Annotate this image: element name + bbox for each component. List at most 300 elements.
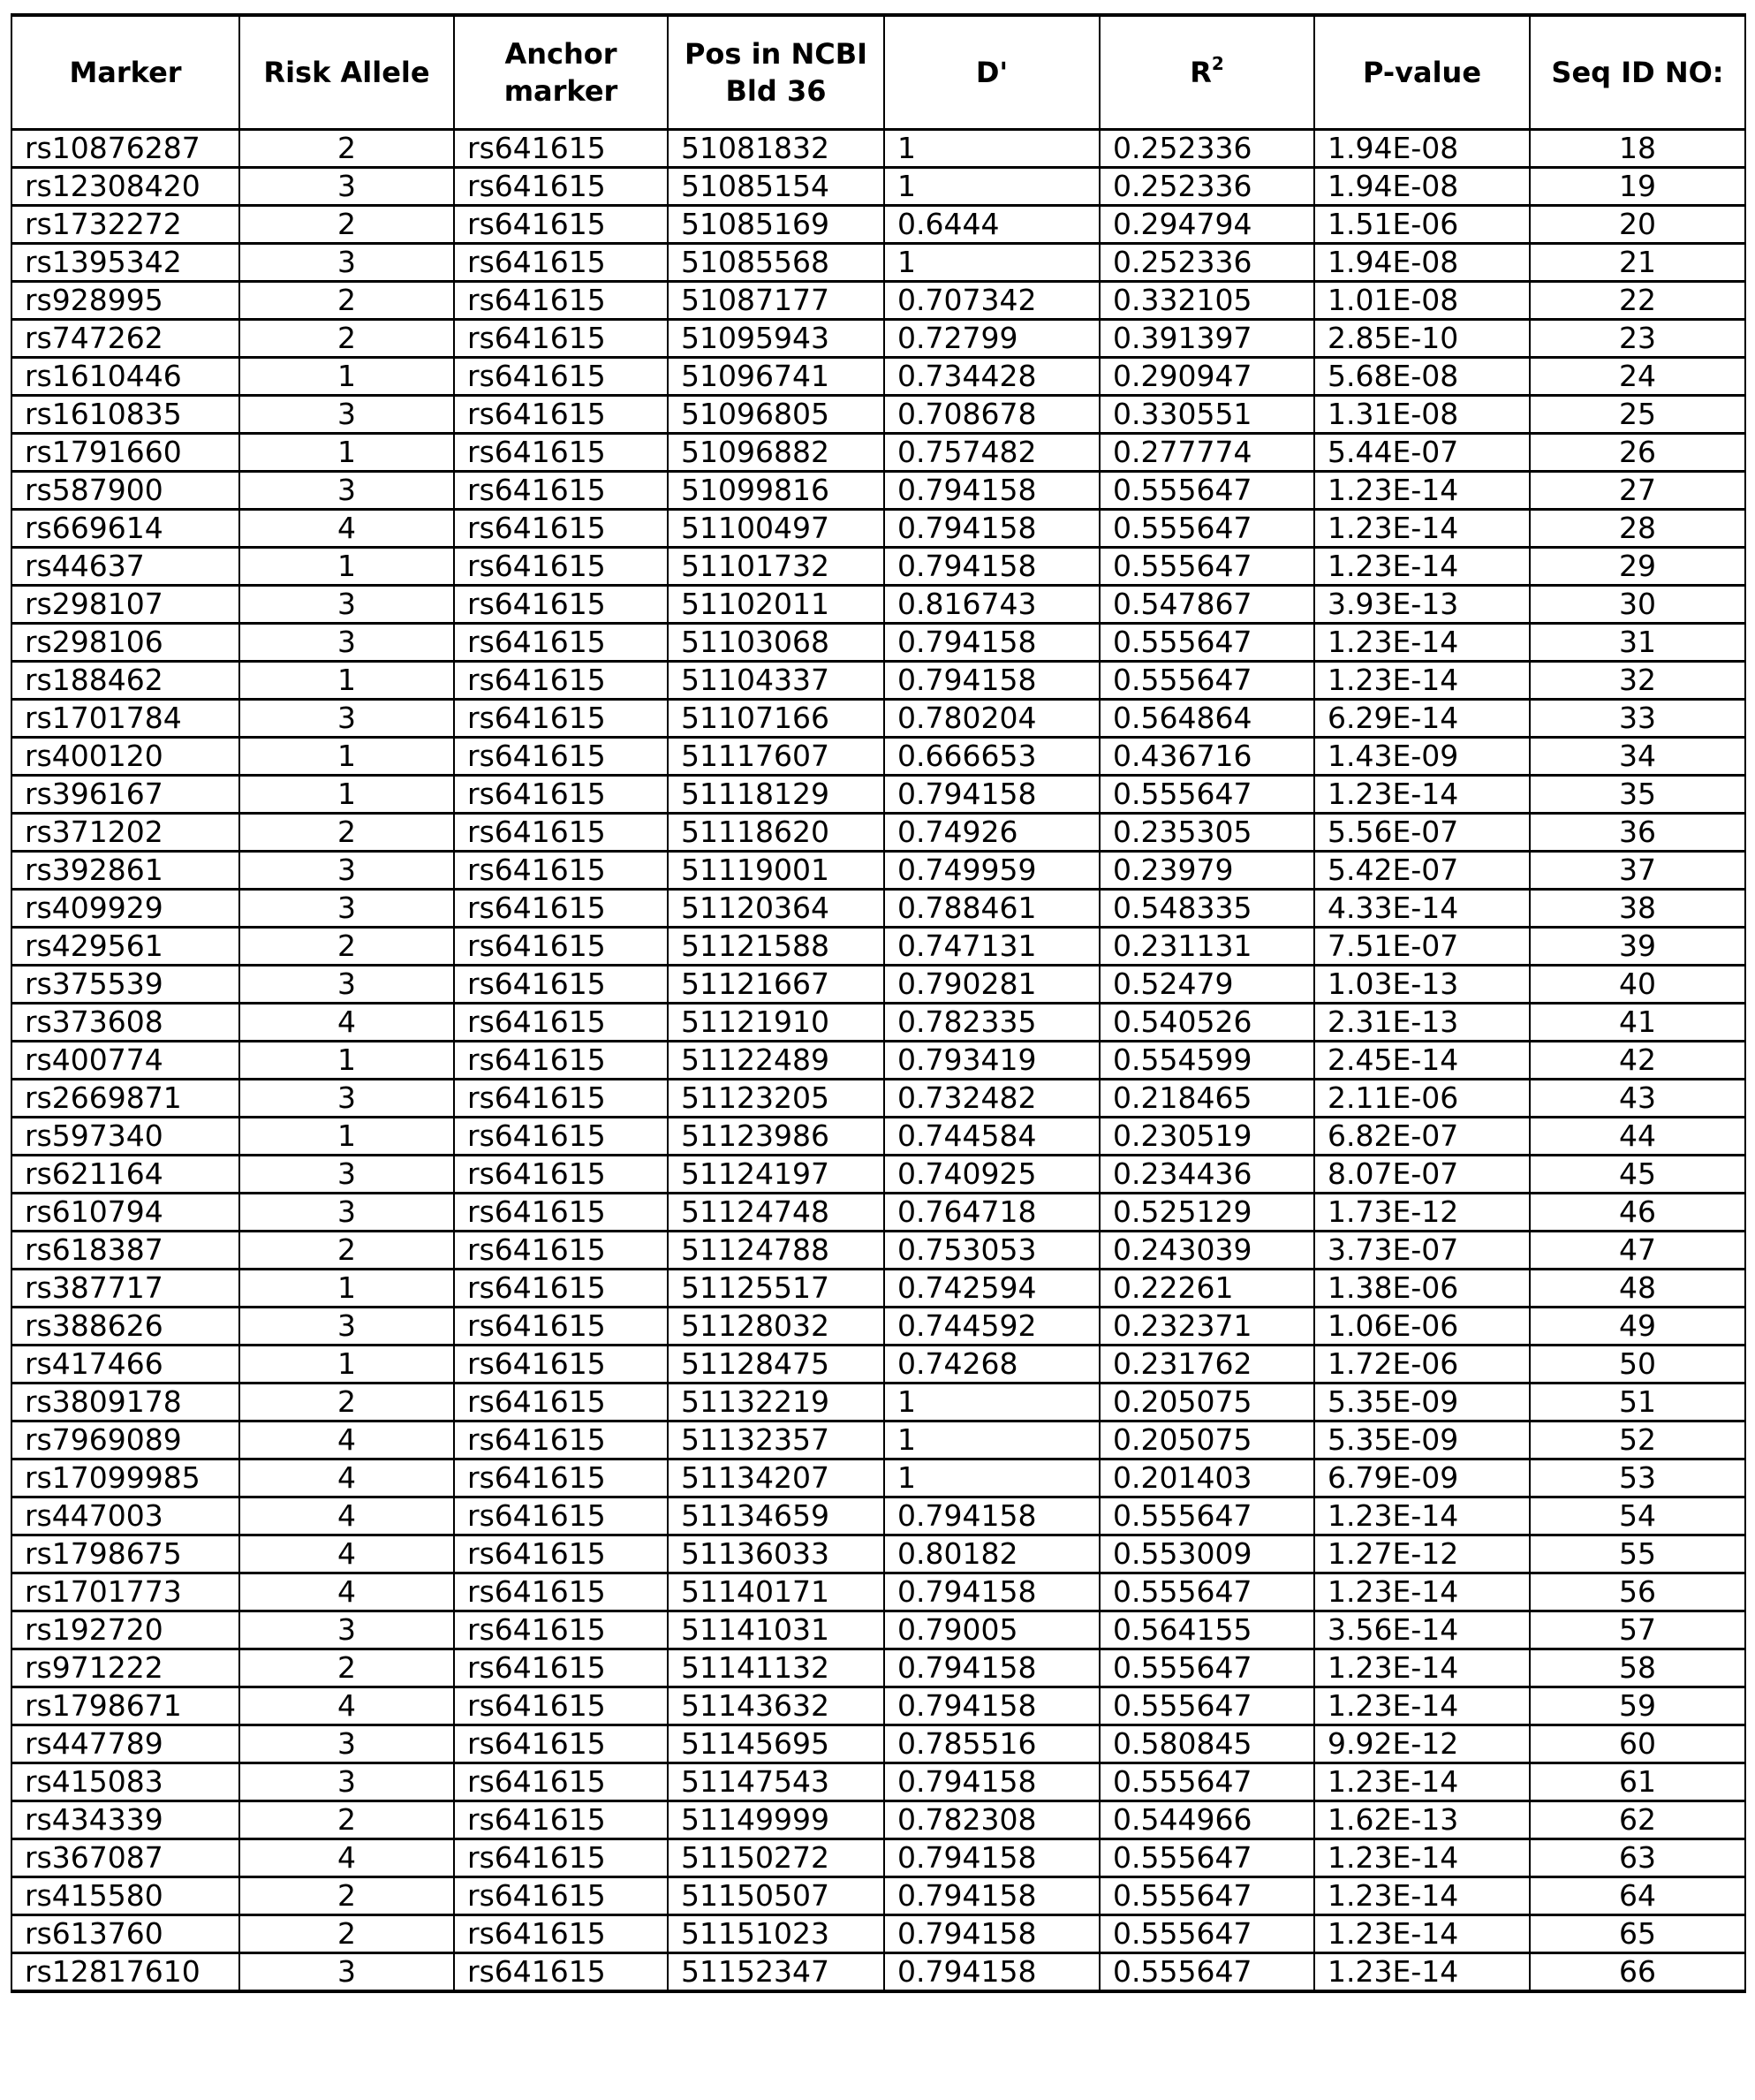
- cell-p-value: 1.31E-08: [1314, 396, 1530, 434]
- cell-r-squared: 0.555647: [1100, 662, 1314, 700]
- cell-marker: rs367087: [11, 1839, 239, 1877]
- cell-p-value: 1.23E-14: [1314, 1953, 1530, 1992]
- cell-seq-id: 65: [1530, 1915, 1745, 1953]
- table-row: [11, 1573, 1745, 1611]
- cell-p-value: 1.94E-08: [1314, 168, 1530, 206]
- cell-risk-allele: 4: [239, 1497, 454, 1535]
- cell-anchor-marker: rs641615: [454, 130, 668, 168]
- cell-d-prime: 0.794158: [884, 1953, 1100, 1992]
- table-row: [11, 1535, 1745, 1573]
- cell-p-value: 1.23E-14: [1314, 776, 1530, 814]
- cell-seq-id: 37: [1530, 852, 1745, 890]
- cell-anchor-marker: rs641615: [454, 1232, 668, 1270]
- cell-seq-id: 43: [1530, 1080, 1745, 1118]
- cell-position: 51120364: [668, 890, 884, 928]
- cell-position: 51128475: [668, 1346, 884, 1384]
- cell-r-squared: 0.231131: [1100, 928, 1314, 966]
- table-row: [11, 1649, 1745, 1687]
- cell-seq-id: 41: [1530, 1004, 1745, 1042]
- cell-r-squared: 0.555647: [1100, 1687, 1314, 1725]
- cell-p-value: 1.94E-08: [1314, 244, 1530, 282]
- cell-anchor-marker: rs641615: [454, 434, 668, 472]
- cell-position: 51087177: [668, 282, 884, 320]
- cell-anchor-marker: rs641615: [454, 738, 668, 776]
- cell-p-value: 9.92E-12: [1314, 1725, 1530, 1763]
- cell-anchor-marker: rs641615: [454, 966, 668, 1004]
- cell-r-squared: 0.555647: [1100, 1915, 1314, 1953]
- cell-r-squared: 0.555647: [1100, 1839, 1314, 1877]
- cell-d-prime: 0.794158: [884, 548, 1100, 586]
- cell-marker: rs298107: [11, 586, 239, 624]
- table-row: [11, 586, 1745, 624]
- cell-p-value: 1.23E-14: [1314, 1687, 1530, 1725]
- cell-risk-allele: 1: [239, 548, 454, 586]
- cell-marker: rs3809178: [11, 1384, 239, 1421]
- cell-marker: rs417466: [11, 1346, 239, 1384]
- table-row: [11, 206, 1745, 244]
- cell-seq-id: 54: [1530, 1497, 1745, 1535]
- cell-marker: rs971222: [11, 1649, 239, 1687]
- cell-r-squared: 0.205075: [1100, 1384, 1314, 1421]
- cell-risk-allele: 1: [239, 1042, 454, 1080]
- cell-d-prime: 0.744584: [884, 1118, 1100, 1156]
- cell-risk-allele: 4: [239, 1573, 454, 1611]
- cell-r-squared: 0.564155: [1100, 1611, 1314, 1649]
- table-row: [11, 1308, 1745, 1346]
- cell-seq-id: 47: [1530, 1232, 1745, 1270]
- cell-d-prime: 0.740925: [884, 1156, 1100, 1194]
- cell-position: 51122489: [668, 1042, 884, 1080]
- cell-risk-allele: 4: [239, 1459, 454, 1497]
- table-row: [11, 1497, 1745, 1535]
- cell-p-value: 3.93E-13: [1314, 586, 1530, 624]
- cell-r-squared: 0.243039: [1100, 1232, 1314, 1270]
- cell-anchor-marker: rs641615: [454, 244, 668, 282]
- cell-p-value: 1.23E-14: [1314, 1649, 1530, 1687]
- cell-risk-allele: 2: [239, 206, 454, 244]
- table-row: [11, 1118, 1745, 1156]
- header-row: [11, 15, 1745, 130]
- cell-r-squared: 0.555647: [1100, 510, 1314, 548]
- cell-r-squared: 0.277774: [1100, 434, 1314, 472]
- cell-seq-id: 36: [1530, 814, 1745, 852]
- cell-risk-allele: 3: [239, 852, 454, 890]
- cell-anchor-marker: rs641615: [454, 1953, 668, 1992]
- cell-anchor-marker: rs641615: [454, 662, 668, 700]
- cell-anchor-marker: rs641615: [454, 1611, 668, 1649]
- cell-anchor-marker: rs641615: [454, 1421, 668, 1459]
- cell-marker: rs1798675: [11, 1535, 239, 1573]
- cell-p-value: 5.68E-08: [1314, 358, 1530, 396]
- cell-p-value: 5.44E-07: [1314, 434, 1530, 472]
- cell-marker: rs409929: [11, 890, 239, 928]
- cell-anchor-marker: rs641615: [454, 1459, 668, 1497]
- table-row: [11, 396, 1745, 434]
- cell-position: 51134659: [668, 1497, 884, 1535]
- cell-seq-id: 64: [1530, 1877, 1745, 1915]
- cell-r-squared: 0.547867: [1100, 586, 1314, 624]
- cell-marker: rs429561: [11, 928, 239, 966]
- cell-marker: rs192720: [11, 1611, 239, 1649]
- cell-anchor-marker: rs641615: [454, 510, 668, 548]
- cell-d-prime: 0.790281: [884, 966, 1100, 1004]
- cell-position: 51141031: [668, 1611, 884, 1649]
- cell-risk-allele: 1: [239, 1118, 454, 1156]
- table-header: [11, 15, 1745, 130]
- cell-d-prime: 0.747131: [884, 928, 1100, 966]
- cell-risk-allele: 4: [239, 1687, 454, 1725]
- cell-anchor-marker: rs641615: [454, 1346, 668, 1384]
- cell-seq-id: 21: [1530, 244, 1745, 282]
- cell-risk-allele: 1: [239, 776, 454, 814]
- cell-seq-id: 33: [1530, 700, 1745, 738]
- cell-p-value: 2.45E-14: [1314, 1042, 1530, 1080]
- cell-marker: rs387717: [11, 1270, 239, 1308]
- cell-p-value: 1.94E-08: [1314, 130, 1530, 168]
- table-row: [11, 1459, 1745, 1497]
- cell-d-prime: 1: [884, 1459, 1100, 1497]
- cell-marker: rs188462: [11, 662, 239, 700]
- cell-seq-id: 18: [1530, 130, 1745, 168]
- cell-marker: rs10876287: [11, 130, 239, 168]
- cell-d-prime: 0.794158: [884, 1687, 1100, 1725]
- table-row: [11, 1763, 1745, 1801]
- cell-position: 51095943: [668, 320, 884, 358]
- cell-d-prime: 0.732482: [884, 1080, 1100, 1118]
- table-row: [11, 1421, 1745, 1459]
- cell-marker: rs375539: [11, 966, 239, 1004]
- cell-p-value: 1.23E-14: [1314, 1877, 1530, 1915]
- cell-anchor-marker: rs641615: [454, 890, 668, 928]
- cell-risk-allele: 3: [239, 1763, 454, 1801]
- cell-marker: rs12817610: [11, 1953, 239, 1992]
- table-row: [11, 1877, 1745, 1915]
- table-row: [11, 1801, 1745, 1839]
- table-row: [11, 282, 1745, 320]
- table-row: [11, 130, 1745, 168]
- cell-r-squared: 0.555647: [1100, 776, 1314, 814]
- cell-position: 51123986: [668, 1118, 884, 1156]
- cell-anchor-marker: rs641615: [454, 1573, 668, 1611]
- cell-seq-id: 56: [1530, 1573, 1745, 1611]
- table-row: [11, 1156, 1745, 1194]
- cell-marker: rs1395342: [11, 244, 239, 282]
- cell-r-squared: 0.555647: [1100, 1649, 1314, 1687]
- cell-position: 51103068: [668, 624, 884, 662]
- cell-seq-id: 34: [1530, 738, 1745, 776]
- cell-position: 51145695: [668, 1725, 884, 1763]
- cell-risk-allele: 3: [239, 1194, 454, 1232]
- cell-seq-id: 58: [1530, 1649, 1745, 1687]
- cell-p-value: 1.51E-06: [1314, 206, 1530, 244]
- cell-d-prime: 0.782308: [884, 1801, 1100, 1839]
- cell-p-value: 1.23E-14: [1314, 472, 1530, 510]
- cell-position: 51107166: [668, 700, 884, 738]
- cell-seq-id: 45: [1530, 1156, 1745, 1194]
- table-body: [11, 130, 1745, 1992]
- cell-marker: rs613760: [11, 1915, 239, 1953]
- cell-p-value: 1.01E-08: [1314, 282, 1530, 320]
- cell-marker: rs7969089: [11, 1421, 239, 1459]
- cell-risk-allele: 2: [239, 130, 454, 168]
- cell-d-prime: 0.744592: [884, 1308, 1100, 1346]
- cell-risk-allele: 2: [239, 282, 454, 320]
- table-row: [11, 244, 1745, 282]
- cell-d-prime: 1: [884, 1421, 1100, 1459]
- cell-d-prime: 1: [884, 168, 1100, 206]
- cell-seq-id: 25: [1530, 396, 1745, 434]
- cell-marker: rs44637: [11, 548, 239, 586]
- cell-anchor-marker: rs641615: [454, 1839, 668, 1877]
- cell-marker: rs12308420: [11, 168, 239, 206]
- cell-r-squared: 0.22261: [1100, 1270, 1314, 1308]
- cell-d-prime: 0.764718: [884, 1194, 1100, 1232]
- cell-p-value: 5.56E-07: [1314, 814, 1530, 852]
- cell-marker: rs597340: [11, 1118, 239, 1156]
- cell-seq-id: 62: [1530, 1801, 1745, 1839]
- cell-p-value: 1.23E-14: [1314, 1497, 1530, 1535]
- cell-marker: rs1701773: [11, 1573, 239, 1611]
- cell-seq-id: 20: [1530, 206, 1745, 244]
- cell-seq-id: 52: [1530, 1421, 1745, 1459]
- cell-position: 51118620: [668, 814, 884, 852]
- cell-position: 51085154: [668, 168, 884, 206]
- cell-risk-allele: 2: [239, 320, 454, 358]
- cell-position: 51102011: [668, 586, 884, 624]
- header-d-prime: D': [884, 15, 1100, 130]
- cell-position: 51152347: [668, 1953, 884, 1992]
- cell-position: 51134207: [668, 1459, 884, 1497]
- header-p-value: P-value: [1314, 15, 1530, 130]
- cell-p-value: 2.31E-13: [1314, 1004, 1530, 1042]
- cell-d-prime: 0.742594: [884, 1270, 1100, 1308]
- cell-marker: rs1610446: [11, 358, 239, 396]
- cell-r-squared: 0.540526: [1100, 1004, 1314, 1042]
- cell-position: 51121588: [668, 928, 884, 966]
- cell-risk-allele: 4: [239, 1839, 454, 1877]
- cell-marker: rs618387: [11, 1232, 239, 1270]
- cell-risk-allele: 4: [239, 1004, 454, 1042]
- cell-r-squared: 0.231762: [1100, 1346, 1314, 1384]
- cell-risk-allele: 2: [239, 814, 454, 852]
- cell-r-squared: 0.235305: [1100, 814, 1314, 852]
- cell-d-prime: 0.794158: [884, 624, 1100, 662]
- cell-d-prime: 0.794158: [884, 472, 1100, 510]
- cell-risk-allele: 3: [239, 168, 454, 206]
- table-row: [11, 358, 1745, 396]
- cell-position: 51141132: [668, 1649, 884, 1687]
- cell-seq-id: 35: [1530, 776, 1745, 814]
- cell-d-prime: 0.72799: [884, 320, 1100, 358]
- table-row: [11, 1042, 1745, 1080]
- table-row: [11, 168, 1745, 206]
- cell-marker: rs587900: [11, 472, 239, 510]
- cell-marker: rs396167: [11, 776, 239, 814]
- cell-d-prime: 0.794158: [884, 662, 1100, 700]
- cell-anchor-marker: rs641615: [454, 928, 668, 966]
- cell-p-value: 1.23E-14: [1314, 1915, 1530, 1953]
- cell-r-squared: 0.330551: [1100, 396, 1314, 434]
- cell-marker: rs610794: [11, 1194, 239, 1232]
- cell-marker: rs400774: [11, 1042, 239, 1080]
- cell-risk-allele: 3: [239, 1953, 454, 1992]
- table-row: [11, 1915, 1745, 1953]
- cell-anchor-marker: rs641615: [454, 1194, 668, 1232]
- cell-d-prime: 0.757482: [884, 434, 1100, 472]
- cell-p-value: 6.82E-07: [1314, 1118, 1530, 1156]
- cell-seq-id: 24: [1530, 358, 1745, 396]
- cell-position: 51101732: [668, 548, 884, 586]
- cell-risk-allele: 4: [239, 1535, 454, 1573]
- cell-seq-id: 55: [1530, 1535, 1745, 1573]
- cell-p-value: 1.72E-06: [1314, 1346, 1530, 1384]
- cell-risk-allele: 2: [239, 1232, 454, 1270]
- cell-d-prime: 0.708678: [884, 396, 1100, 434]
- cell-position: 51151023: [668, 1915, 884, 1953]
- table-row: [11, 510, 1745, 548]
- cell-marker: rs400120: [11, 738, 239, 776]
- cell-risk-allele: 4: [239, 1421, 454, 1459]
- cell-position: 51124788: [668, 1232, 884, 1270]
- cell-p-value: 8.07E-07: [1314, 1156, 1530, 1194]
- cell-risk-allele: 3: [239, 966, 454, 1004]
- cell-d-prime: 0.794158: [884, 1877, 1100, 1915]
- table-row: [11, 320, 1745, 358]
- cell-p-value: 6.79E-09: [1314, 1459, 1530, 1497]
- cell-r-squared: 0.555647: [1100, 624, 1314, 662]
- header-r-squared: [1100, 15, 1314, 130]
- cell-r-squared: 0.290947: [1100, 358, 1314, 396]
- table-row: [11, 1839, 1745, 1877]
- cell-seq-id: 38: [1530, 890, 1745, 928]
- table-row: [11, 738, 1745, 776]
- cell-r-squared: 0.554599: [1100, 1042, 1314, 1080]
- cell-anchor-marker: rs641615: [454, 320, 668, 358]
- cell-r-squared: 0.294794: [1100, 206, 1314, 244]
- cell-p-value: 1.38E-06: [1314, 1270, 1530, 1308]
- table-row: [11, 966, 1745, 1004]
- cell-anchor-marker: rs641615: [454, 1080, 668, 1118]
- cell-seq-id: 50: [1530, 1346, 1745, 1384]
- cell-anchor-marker: rs641615: [454, 282, 668, 320]
- cell-anchor-marker: rs641615: [454, 624, 668, 662]
- cell-d-prime: 0.794158: [884, 1763, 1100, 1801]
- cell-r-squared: 0.580845: [1100, 1725, 1314, 1763]
- cell-d-prime: 0.74926: [884, 814, 1100, 852]
- cell-d-prime: 0.794158: [884, 1573, 1100, 1611]
- cell-risk-allele: 3: [239, 1156, 454, 1194]
- cell-r-squared: 0.391397: [1100, 320, 1314, 358]
- cell-d-prime: 1: [884, 130, 1100, 168]
- cell-anchor-marker: rs641615: [454, 396, 668, 434]
- cell-r-squared: 0.544966: [1100, 1801, 1314, 1839]
- cell-anchor-marker: rs641615: [454, 1763, 668, 1801]
- cell-anchor-marker: rs641615: [454, 1497, 668, 1535]
- cell-seq-id: 40: [1530, 966, 1745, 1004]
- table-row: [11, 434, 1745, 472]
- cell-marker: rs1791660: [11, 434, 239, 472]
- cell-p-value: 2.11E-06: [1314, 1080, 1530, 1118]
- cell-r-squared: 0.548335: [1100, 890, 1314, 928]
- cell-marker: rs415580: [11, 1877, 239, 1915]
- cell-position: 51119001: [668, 852, 884, 890]
- cell-p-value: 1.23E-14: [1314, 1763, 1530, 1801]
- cell-r-squared: 0.332105: [1100, 282, 1314, 320]
- cell-r-squared: 0.252336: [1100, 168, 1314, 206]
- cell-risk-allele: 3: [239, 1611, 454, 1649]
- cell-position: 51100497: [668, 510, 884, 548]
- cell-marker: rs447003: [11, 1497, 239, 1535]
- cell-seq-id: 57: [1530, 1611, 1745, 1649]
- cell-risk-allele: 1: [239, 662, 454, 700]
- cell-d-prime: 0.753053: [884, 1232, 1100, 1270]
- cell-p-value: 1.43E-09: [1314, 738, 1530, 776]
- cell-marker: rs669614: [11, 510, 239, 548]
- cell-marker: rs1798671: [11, 1687, 239, 1725]
- cell-p-value: 2.85E-10: [1314, 320, 1530, 358]
- cell-risk-allele: 1: [239, 1346, 454, 1384]
- cell-anchor-marker: rs641615: [454, 168, 668, 206]
- table-row: [11, 1080, 1745, 1118]
- cell-anchor-marker: rs641615: [454, 1535, 668, 1573]
- cell-p-value: 1.23E-14: [1314, 1839, 1530, 1877]
- cell-d-prime: 0.666653: [884, 738, 1100, 776]
- cell-anchor-marker: rs641615: [454, 1687, 668, 1725]
- cell-position: 51140171: [668, 1573, 884, 1611]
- table-row: [11, 1384, 1745, 1421]
- cell-risk-allele: 2: [239, 1649, 454, 1687]
- cell-marker: rs1610835: [11, 396, 239, 434]
- table-row: [11, 548, 1745, 586]
- cell-d-prime: 0.79005: [884, 1611, 1100, 1649]
- cell-d-prime: 0.749959: [884, 852, 1100, 890]
- cell-seq-id: 30: [1530, 586, 1745, 624]
- cell-d-prime: 0.782335: [884, 1004, 1100, 1042]
- cell-seq-id: 63: [1530, 1839, 1745, 1877]
- cell-position: 51124748: [668, 1194, 884, 1232]
- cell-position: 51147543: [668, 1763, 884, 1801]
- header-seq-id: Seq ID NO:: [1530, 15, 1745, 130]
- table-row: [11, 1687, 1745, 1725]
- cell-marker: rs1701784: [11, 700, 239, 738]
- cell-anchor-marker: rs641615: [454, 1118, 668, 1156]
- cell-d-prime: 0.794158: [884, 1915, 1100, 1953]
- cell-marker: rs434339: [11, 1801, 239, 1839]
- cell-r-squared: 0.436716: [1100, 738, 1314, 776]
- cell-p-value: 1.23E-14: [1314, 662, 1530, 700]
- cell-position: 51143632: [668, 1687, 884, 1725]
- cell-r-squared: 0.555647: [1100, 1877, 1314, 1915]
- cell-seq-id: 42: [1530, 1042, 1745, 1080]
- table-row: [11, 1194, 1745, 1232]
- cell-seq-id: 26: [1530, 434, 1745, 472]
- cell-risk-allele: 1: [239, 434, 454, 472]
- table-row: [11, 1725, 1745, 1763]
- cell-marker: rs2669871: [11, 1080, 239, 1118]
- cell-d-prime: 0.6444: [884, 206, 1100, 244]
- cell-seq-id: 22: [1530, 282, 1745, 320]
- cell-d-prime: 0.794158: [884, 510, 1100, 548]
- cell-position: 51085169: [668, 206, 884, 244]
- table-row: [11, 890, 1745, 928]
- cell-r-squared: 0.218465: [1100, 1080, 1314, 1118]
- cell-p-value: 1.23E-14: [1314, 548, 1530, 586]
- cell-p-value: 1.23E-14: [1314, 624, 1530, 662]
- cell-marker: rs747262: [11, 320, 239, 358]
- cell-p-value: 1.62E-13: [1314, 1801, 1530, 1839]
- cell-p-value: 1.73E-12: [1314, 1194, 1530, 1232]
- cell-p-value: 1.06E-06: [1314, 1308, 1530, 1346]
